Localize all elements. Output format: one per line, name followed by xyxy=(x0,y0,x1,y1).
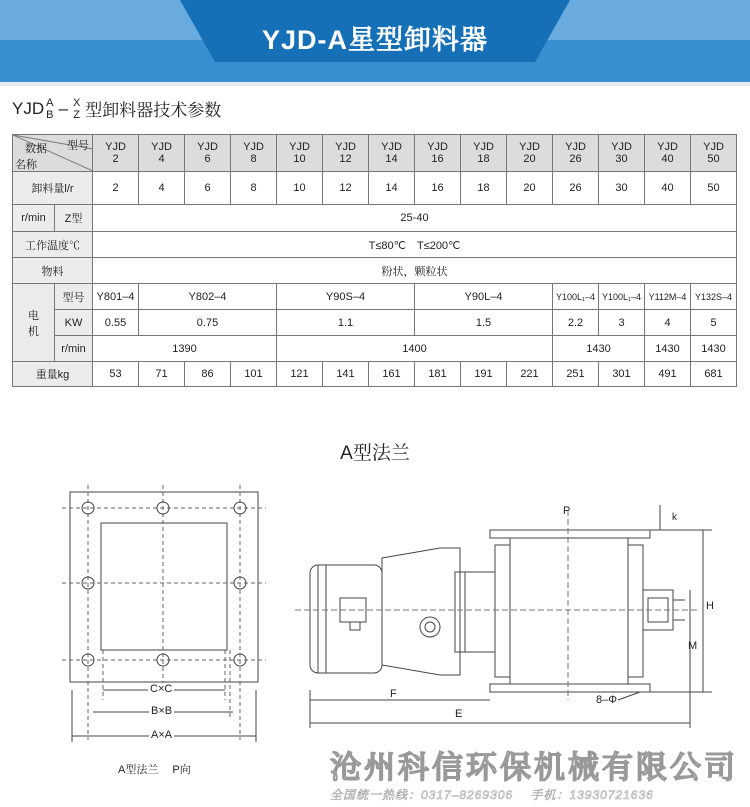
capacity-cell: 18 xyxy=(461,172,507,205)
valve-body xyxy=(510,538,628,684)
weight-cell: 191 xyxy=(461,362,507,387)
label-k: k xyxy=(672,512,677,523)
weight-row xyxy=(13,362,737,387)
flange-view xyxy=(62,485,266,742)
label-cc: C×C xyxy=(150,683,173,695)
weight-cell: 681 xyxy=(691,362,737,387)
motor-kw-cell: 5 xyxy=(691,310,737,336)
motor-rpm-cell: 1430 xyxy=(691,336,737,362)
flange-outer-square xyxy=(70,492,258,682)
model-cell: YJD 6 xyxy=(185,135,231,172)
side-view xyxy=(295,505,712,728)
top-flange xyxy=(490,530,650,538)
label-m: M xyxy=(688,640,698,652)
motor-type-cell: Y100L₁–4 xyxy=(553,284,599,310)
material-label: 物料 xyxy=(13,258,93,284)
motor-type-cell: Y132S–4 xyxy=(691,284,737,310)
motor-label: 电 机 xyxy=(13,284,55,362)
motor-kw-cell: 4 xyxy=(645,310,691,336)
heading-dash: – xyxy=(58,98,68,118)
weight-cell: 301 xyxy=(599,362,645,387)
capacity-cell: 50 xyxy=(691,172,737,205)
capacity-cell: 10 xyxy=(277,172,323,205)
model-cell: YJD 12 xyxy=(323,135,369,172)
motor-type-label: 型号 xyxy=(55,284,93,310)
label-bb: B×B xyxy=(151,705,173,717)
capacity-cell: 30 xyxy=(599,172,645,205)
capacity-cell: 8 xyxy=(231,172,277,205)
model-cell: YJD 10 xyxy=(277,135,323,172)
label-aa: A×A xyxy=(151,729,173,741)
model-cell: YJD 50 xyxy=(691,135,737,172)
label-e: E xyxy=(455,708,463,720)
motor-type-cell: Y90S–4 xyxy=(277,284,415,310)
motor-rpm-cell: 1400 xyxy=(277,336,553,362)
model-row xyxy=(13,135,737,172)
model-cell: YJD 40 xyxy=(645,135,691,172)
weight-cell: 101 xyxy=(231,362,277,387)
end-cover xyxy=(643,590,673,630)
capacity-cell: 4 xyxy=(139,172,185,205)
model-cell: YJD 8 xyxy=(231,135,277,172)
capacity-cell: 26 xyxy=(553,172,599,205)
motor-type-cell: Y802–4 xyxy=(139,284,277,310)
motor-type-row xyxy=(13,284,737,310)
weight-cell: 121 xyxy=(277,362,323,387)
bottom-flange xyxy=(490,684,650,692)
motor-type-cell: Y90L–4 xyxy=(415,284,553,310)
weight-cell: 71 xyxy=(139,362,185,387)
motor-kw-cell: 3 xyxy=(599,310,645,336)
motor-kw-cell: 0.75 xyxy=(139,310,277,336)
motor-kw-label: KW xyxy=(55,310,93,336)
model-cell: YJD 2 xyxy=(93,135,139,172)
motor-type-cell: Y112M–4 xyxy=(645,284,691,310)
reducer-housing xyxy=(382,548,460,675)
shaft-coupling xyxy=(420,617,440,637)
body-left-flange xyxy=(495,545,510,677)
page-title: YJD-A星型卸料器 xyxy=(261,25,488,55)
weight-cell: 491 xyxy=(645,362,691,387)
corner-cell xyxy=(13,135,93,172)
heading-text: 型卸料器技术参数 xyxy=(85,101,222,120)
weight-cell: 221 xyxy=(507,362,553,387)
capacity-cell: 40 xyxy=(645,172,691,205)
watermark-phone: 全国统一热线：0317–8269306 手机：13930721636 xyxy=(330,788,654,802)
capacity-cell: 12 xyxy=(323,172,369,205)
weight-cell: 251 xyxy=(553,362,599,387)
header-banner xyxy=(0,0,750,86)
motor-rpm-cell: 1430 xyxy=(553,336,645,362)
table-heading xyxy=(12,96,221,121)
motor-terminal-box xyxy=(340,598,366,622)
temp-label: 工作温度℃ xyxy=(13,232,93,258)
material-row xyxy=(13,258,737,284)
heading-fraction-right xyxy=(73,97,80,121)
heading-prefix: YJD xyxy=(12,98,45,118)
label-holes: 8–Φ xyxy=(596,694,618,706)
speed-value: 25-40 xyxy=(93,205,737,232)
heading-upper-left: A xyxy=(46,96,54,109)
motor-body xyxy=(310,565,382,673)
material-value: 粉状，颗粒状 xyxy=(93,258,737,284)
weight-cell: 181 xyxy=(415,362,461,387)
flange-caption: A型法兰 P向 xyxy=(118,764,191,776)
capacity-cell: 14 xyxy=(369,172,415,205)
label-p: P xyxy=(563,505,571,517)
capacity-cell: 16 xyxy=(415,172,461,205)
speed-type-label: Z型 xyxy=(55,205,93,232)
capacity-cell: 2 xyxy=(93,172,139,205)
model-cell: YJD 14 xyxy=(369,135,415,172)
watermark-company: 沧州科信环保机械有限公司 xyxy=(330,750,738,785)
motor-rpm-cell: 1390 xyxy=(93,336,277,362)
bearing-block xyxy=(455,572,495,652)
weight-cell: 141 xyxy=(323,362,369,387)
label-h: H xyxy=(706,600,714,612)
motor-kw-cell: 2.2 xyxy=(553,310,599,336)
model-cell: YJD 4 xyxy=(139,135,185,172)
motor-kw-row xyxy=(13,310,737,336)
corner-top: 型号 xyxy=(67,140,89,152)
side-dimension-lines xyxy=(310,505,712,728)
capacity-label: 卸料量l/r xyxy=(13,172,93,205)
model-cell: YJD 20 xyxy=(507,135,553,172)
flange-centerlines xyxy=(62,485,266,740)
motor-kw-cell: 1.5 xyxy=(415,310,553,336)
motor-rpm-row xyxy=(13,336,737,362)
body-right-flange xyxy=(628,545,643,677)
capacity-cell: 6 xyxy=(185,172,231,205)
motor-type-cell: Y100L₁–4 xyxy=(599,284,645,310)
heading-lower-right: Z xyxy=(73,108,80,121)
motor-kw-cell: 1.1 xyxy=(277,310,415,336)
side-centerlines xyxy=(295,510,700,700)
flange-opening xyxy=(101,523,227,650)
model-cell: YJD 30 xyxy=(599,135,645,172)
flange-bolt-holes xyxy=(82,502,246,666)
model-cell: YJD 18 xyxy=(461,135,507,172)
motor-kw-cell: 0.55 xyxy=(93,310,139,336)
temp-row xyxy=(13,232,737,258)
heading-lower-left: B xyxy=(46,108,54,121)
speed-row xyxy=(13,205,737,232)
motor-rpm-cell: 1430 xyxy=(645,336,691,362)
spec-table xyxy=(12,134,737,387)
model-cell: YJD 16 xyxy=(415,135,461,172)
weight-cell: 161 xyxy=(369,362,415,387)
temp-value: T≤80℃ T≤200℃ xyxy=(93,232,737,258)
corner-mid: 数据 xyxy=(25,143,47,155)
corner-bottom: 名称 xyxy=(15,159,37,171)
heading-fraction-left xyxy=(46,97,53,121)
motor-rpm-label: r/min xyxy=(55,336,93,362)
model-cell: YJD 26 xyxy=(553,135,599,172)
label-f: F xyxy=(390,688,397,700)
motor-type-cell: Y801–4 xyxy=(93,284,139,310)
capacity-cell: 20 xyxy=(507,172,553,205)
weight-cell: 53 xyxy=(93,362,139,387)
diagram-title: A型法兰 xyxy=(340,443,410,464)
weight-cell: 86 xyxy=(185,362,231,387)
capacity-row xyxy=(13,172,737,205)
heading-upper-right: X xyxy=(72,96,81,109)
speed-label: r/min xyxy=(13,205,55,232)
weight-label: 重量kg xyxy=(13,362,93,387)
